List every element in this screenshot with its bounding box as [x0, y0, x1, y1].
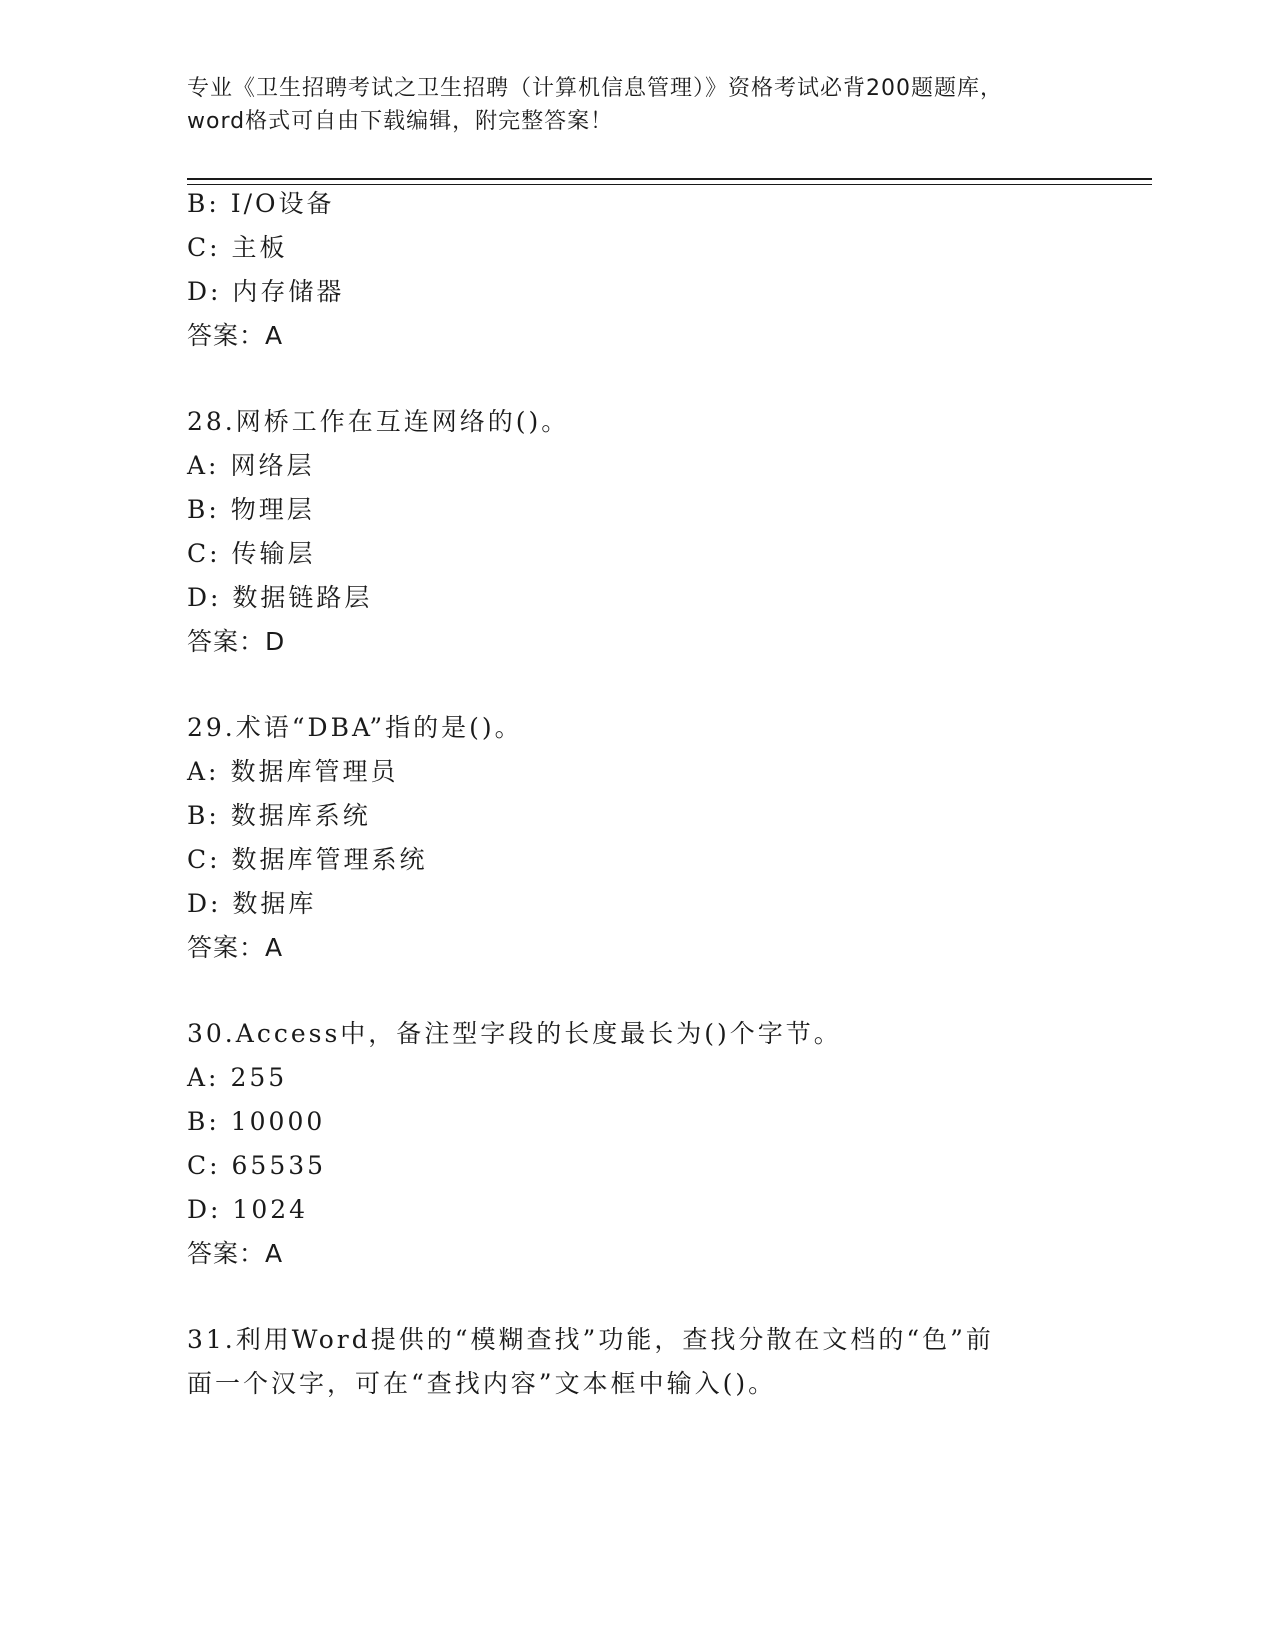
option-label: D: [187, 277, 222, 306]
option-text: 数据库管理员 [230, 757, 399, 786]
option-text: I/O设备 [230, 189, 335, 218]
option-label: B: [187, 1107, 220, 1136]
option-text: 传输层 [231, 539, 316, 568]
question-stem-line-2: 面一个汉字，可在“查找内容”文本框中输入()。 [187, 1369, 777, 1398]
option-label: C: [187, 1151, 221, 1180]
option-d [187, 581, 372, 615]
option-d [187, 887, 316, 921]
header-divider-thick [187, 178, 1152, 180]
option-label: A: [187, 451, 220, 480]
option-label: C: [187, 233, 221, 262]
option-text: 数据库系统 [230, 801, 371, 830]
option-label: D: [187, 889, 222, 918]
option-c [187, 843, 428, 877]
option-label: C: [187, 539, 221, 568]
option-c [187, 537, 316, 571]
option-label: A: [187, 757, 220, 786]
header-line-1: 专业《卫生招聘考试之卫生招聘（计算机信息管理）》资格考试必背200题题库， [187, 76, 1003, 101]
answer-line: 答案：D [187, 627, 286, 656]
option-text: 10000 [230, 1107, 326, 1136]
header-line-2: word格式可自由下载编辑，附完整答案！ [187, 109, 614, 134]
question-stem: 30.Access中，备注型字段的长度最长为()个字节。 [187, 1019, 842, 1048]
option-b [187, 493, 315, 527]
option-label: B: [187, 801, 220, 830]
option-c [187, 1149, 326, 1183]
answer-line: 答案：A [187, 1239, 284, 1268]
option-label: A: [187, 1063, 220, 1092]
option-text: 物理层 [230, 495, 315, 524]
option-b [187, 1105, 325, 1139]
question-stem: 29.术语“DBA”指的是()。 [187, 713, 523, 742]
option-text: 内存储器 [232, 277, 345, 306]
option-text: 数据库 [232, 889, 317, 918]
answer-line: 答案：A [187, 321, 284, 350]
option-text: 主板 [231, 233, 288, 262]
option-text: 255 [230, 1063, 288, 1092]
option-text: 1024 [232, 1195, 309, 1224]
option-d [187, 275, 344, 309]
document-header [187, 72, 1087, 138]
header-divider-thin [187, 184, 1152, 185]
question-stem-line-1: 31.利用Word提供的“模糊查找”功能，查找分散在文档的“色”前 [187, 1325, 994, 1354]
option-d [187, 1193, 308, 1227]
option-text: 网络层 [230, 451, 315, 480]
answer-line: 答案：A [187, 933, 284, 962]
option-label: B: [187, 495, 220, 524]
option-b [187, 187, 335, 221]
option-label: D: [187, 583, 222, 612]
option-a [187, 755, 398, 789]
option-a [187, 1061, 287, 1095]
option-label: B: [187, 189, 220, 218]
option-b [187, 799, 371, 833]
option-label: D: [187, 1195, 222, 1224]
option-text: 65535 [231, 1151, 327, 1180]
option-a [187, 449, 314, 483]
option-text: 数据库管理系统 [231, 845, 428, 874]
question-stem: 28.网桥工作在互连网络的()。 [187, 407, 570, 436]
option-label: C: [187, 845, 221, 874]
option-text: 数据链路层 [232, 583, 373, 612]
option-c [187, 231, 288, 265]
